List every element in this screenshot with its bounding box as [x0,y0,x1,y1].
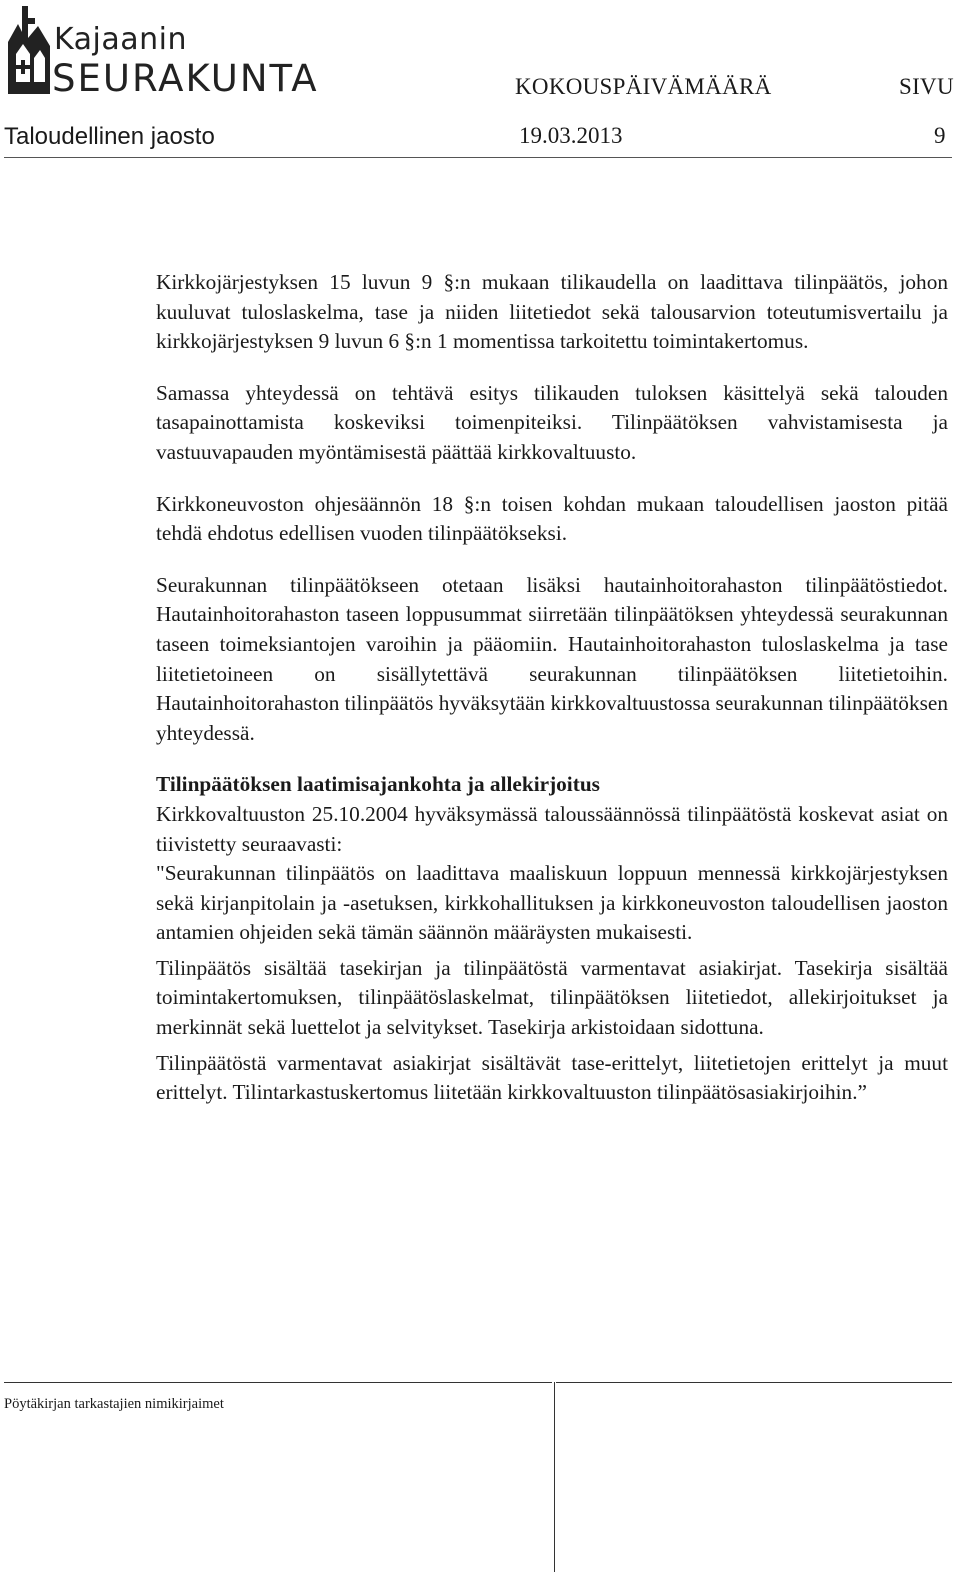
church-logo-icon [4,2,54,96]
logo-text-line1: Kajaanin [54,22,187,57]
organ-name: Taloudellinen jaosto [4,123,215,150]
section-heading: Tilinpäätöksen laatimisajankohta ja allekirjoitus [156,772,600,797]
document-body [156,268,948,1130]
paragraph-7: Tilinpäätös sisältää tasekirjan ja tilinpäätöstä varmentavat asiakirjat. Tasekirja sisältää toimintakertomuksen, tilinpäätöslaskelmat, tilinpäätöksen liitetiedot, allekirjoitukset ja merkinnät sekä luettelot ja selvitykset. Tasekirja arkistoidaan sidottuna. [156,955,948,1040]
footer-divider-left [4,1382,552,1383]
footer-divider-right [556,1382,952,1383]
paragraph-5: Kirkkovaltuuston 25.10.2004 hyväksymässä taloussäännössä tilinpäätöstä koskevat asiat on tiivistetty seuraavasti: [156,801,948,856]
organization-logo [4,2,334,98]
paragraph-6: "Seurakunnan tilinpäätös on laadittava maaliskuun loppuun mennessä kirkkojärjestyksen sekä kirjanpitolain ja -asetuksen, kirkkohallituksen ja kirkkoneuvoston taloudellisen jaoston antamien ohjeiden sekä tämän säännön määräysten mukaisesti. [156,861,948,945]
reviewer-initials-label: Pöytäkirjan tarkastajien nimikirjaimet [4,1396,224,1412]
paragraph-4: Seurakunnan tilinpäätökseen otetaan lisäksi hautainhoitorahaston tilinpäätöstiedot. Hautainhoitorahaston taseen loppusummat siirretään tilinpäätöksen yhteydessä seurakunnan taseen toimeksiantojen varoihin ja pääomiin. Hautainhoitorahaston tuloslaskelma ja tase liitetietoineen on sisällytettävä seurakunnan tilinpäätöksen liitetietoihin. Hautainhoitorahaston tilinpäätös hyväksytään kirkkovaltuustossa seurakunnan tilinpäätöksen yhteydessä. [156,572,948,745]
header-divider [4,157,952,158]
paragraph-3: Kirkkoneuvoston ohjesäännön 18 §:n toisen kohdan mukaan taloudellisen jaoston pitää tehdä ehdotus edellisen vuoden tilinpäätökseksi. [156,491,948,546]
footer-column-divider [554,1382,555,1572]
paragraph-8: Tilinpäätöstä varmentavat asiakirjat sisältävät tase-erittelyt, liitetietojen erittelyt ja muut erittelyt. Tilintarkastuskertomus liitetään kirkkovaltuuston tilinpäätösasiakirjoihin.” [156,1050,948,1105]
meeting-date: 19.03.2013 [519,123,623,148]
paragraph-1: Kirkkojärjestyksen 15 luvun 9 §:n mukaan tilikaudella on laadittava tilinpäätös, johon kuuluvat tuloslaskelma, tase ja niiden liitetiedot sekä talousarvion toteutumisvertailu ja kirkkojärjestyksen 9 luvun 6 §:n 1 momentissa tarkoitettu toimintakertomus. [156,270,948,354]
paragraph-2: Samassa yhteydessä on tehtävä esitys tilikauden tuloksen käsittelyä sekä talouden tasapainottamista koskeviksi toimenpiteiksi. Tilinpäätöksen vahvistamisesta ja vastuuvapauden myöntämisestä päättää kirkkovaltuusto. [156,380,948,464]
page-label: SIVU [899,74,954,99]
meeting-date-label: KOKOUSPÄIVÄMÄÄRÄ [515,74,772,99]
page-number: 9 [934,123,946,148]
logo-text-line2: SEURAKUNTA [52,57,319,100]
